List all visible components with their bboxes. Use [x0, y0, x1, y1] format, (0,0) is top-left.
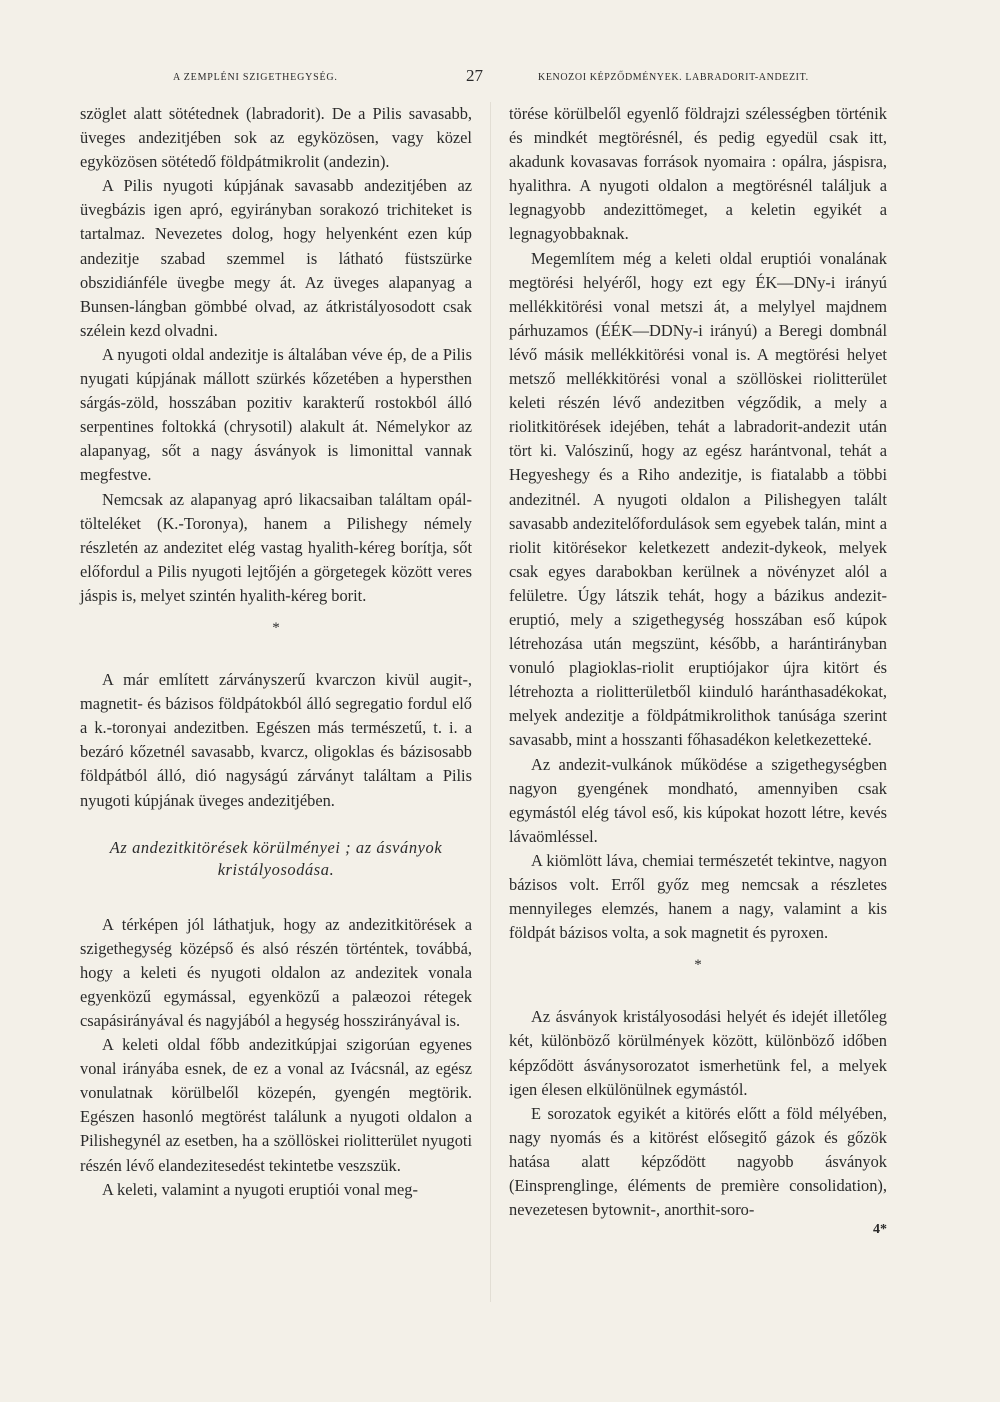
section-heading: Az andezitkitörések körülményei ; az ásványok kristályosodása.: [109, 837, 443, 879]
paragraph: szöglet alatt sötétednek (labradorit). De a Pilis savasabb, üveges andezitjében sok az egyközösen, vagy közel egyközösen sötétedő földpátmikrolit (andezin).: [80, 104, 472, 172]
header-left-title: A ZEMPLÉNI SZIGETHEGYSÉG.: [173, 72, 338, 83]
paragraph: törése körülbelől egyenlő földrajzi szélességben történik és mindkét megtörésnél, és pedig egyedül csak itt, akadunk kovasavas források nyomaira : opálra, jáspisra, hyalithra. A nyugoti oldalon a megtörésnél találjuk a legnagyobb andezittömeget, a keletin egyikét a legnagyobbaknak.: [509, 104, 887, 244]
paragraph: E sorozatok egyikét a kitörés előtt a föld mélyében, nagy nyomás és a kitörést elősegitő gázok és gőzök hatása alatt képződött nagyobb ásványok (Einsprenglinge, éléments de première consolidation), nevezetesen bytownit-, anorthit-soro-: [509, 1103, 887, 1220]
column-divider: [490, 102, 491, 1302]
paragraph: Nemcsak az alapanyag apró likacsaiban találtam opál-tölteléket (K.-Toronya), hanem a Pilishegy némely részletén az andezitet elég vastag hyalith-kéreg borítja, sőt előfordul a Pilis nyugoti lejtőjén a görgetegek között veres jáspis is, melyet szintén hyalith-kéreg borit.: [80, 489, 472, 605]
page-number: 27: [466, 66, 483, 85]
paragraph: Megemlítem még a keleti oldal eruptiói vonalának megtörési helyéről, hogy ezt egy ÉK—DNy-i irányú mellékkitörési vonal metszi át, a melylyel majdnem párhuzamos (ÉÉK—DDNy-i irányú) a Beregi dombnál lévő másik mellékkitörési vonal is. A megtörési helyet metsző mellékkitörési vonal a szöllöskei riolitterület keleti részén lévő andezitben végződik, a mely a riolitkitörések idejében, tehát a labradorit-andezit után tört ki. Valószinű, hogy az egész harántvonal, tehát a Hegyeshegy és a Riho andezitje, is fiatalabb a többi andezitnél. A nyugoti oldalon a Pilishegyen talált savasabb andezitelőfordulások sem egyebek talán, mint a riolit kitörésekor keletkezett andezit-dykeok, melyek csak egyes darabokban kerülnek a növényzet alól a felületre. Úgy látszik tehát, hogy a bázikus andezit-eruptió, mely a szigethegység hosszában eső kúpok létrehozása után megszünt, később, a harántirányban vonuló plagioklas-riolit eruptiójakor újra kitört és létrehozta a riolitterületből kiinduló haránthasadékokat, melyek andezitje a földpátmikrolithok tanúsága szerint savasabb, mint a hosszanti főhasadékon keletkezetteké.: [509, 248, 887, 750]
paragraph: A már említett zárványszerű kvarczon kivül augit-, magnetit- és bázisos földpátokból álló segregatio fordul elő a k.-toronyai andezitben. Egészen más természetű, t. i. a bezáró kőzetnél savasabb, kvarcz, oligoklas és bázisosabb földpátból álló, dió nagyságú zárványt találtam a Pilis nyugoti kúpjának üveges andezitjében.: [80, 670, 472, 810]
signature-mark: 4*: [873, 1222, 887, 1238]
header-right-title: KENOZOI KÉPZŐDMÉNYEK. LABRADORIT-ANDEZIT.: [538, 72, 809, 83]
right-column: [509, 102, 887, 1238]
section-separator-star: *: [272, 619, 280, 636]
paragraph: A térképen jól láthatjuk, hogy az andezitkitörések a szigethegység középső és alsó részén történtek, továbbá, hogy a keleti és nyugoti oldalon az andezitek vonala egyenközű egymással, egyenközű a palæozoi rétegek csapásirányával és nagyjából a hegység hosszirányával is.: [80, 914, 472, 1030]
paragraph: Az andezit-vulkánok működése a szigethegységben nagyon gyengének mondható, amennyiben csak egymástól elég távol eső, kis kúpokat hozott létre, kevés lávaömléssel.: [509, 754, 887, 846]
paragraph: A Pilis nyugoti kúpjának savasabb andezitjében az üvegbázis igen apró, egyirányban sorakozó trichiteket is tartalmaz. Nevezetes dolog, hogy helyenként ezen kúp andezitje szabad szemmel is látható füstszürke obszidiánféle üvegbe megy át. Az üveges alapanyag a Bunsen-lángban gömbbé olvad, az átkristályosodott csak szélein kezd olvadni.: [80, 176, 472, 340]
paragraph: Az ásványok kristályosodási helyét és idejét illetőleg két, különböző körülmények között, különböző időben képződött ásványsorozatot ismerhetünk fel, a melyek igen élesen elkülönülnek egymástól.: [509, 1007, 887, 1099]
left-column: [80, 102, 472, 1202]
paragraph: A kiömlött láva, chemiai természetét tekintve, nagyon bázisos volt. Erről győz meg nemcsak a részletes mennyileges elemzés, hanem a nagy, valamint a kis földpát bázisos volta, a sok magnetit és pyroxen.: [509, 850, 887, 943]
section-separator-star: *: [694, 957, 702, 974]
paragraph: A nyugoti oldal andezitje is általában véve ép, de a Pilis nyugati kúpjának mállott szürkés kőzetében a hypersthen sárgás-zöld, hosszában pozitiv karakterű rostokból álló serpentines foltokká (chrysotil) alakult át. Némelykor az alapanyag, sőt a nagy ásványok is limonittal vannak megfestve.: [80, 344, 472, 485]
paragraph: A keleti, valamint a nyugoti eruptiói vonal meg-: [102, 1179, 418, 1199]
running-header: [78, 66, 888, 90]
paragraph: A keleti oldal főbb andezitkúpjai szigorúan egyenes vonal irányába esnek, de ez a vonal az Ivácsnál, az egész vonulatnak körülbelől közepén, gyengén megtörik. Egészen hasonló megtörést találunk a nyugoti oldalon a Pilishegynél az esetben, ha a szöllöskei riolitterület nyugoti részén lévő elandezitesedést tekintetbe veszszük.: [80, 1035, 472, 1175]
